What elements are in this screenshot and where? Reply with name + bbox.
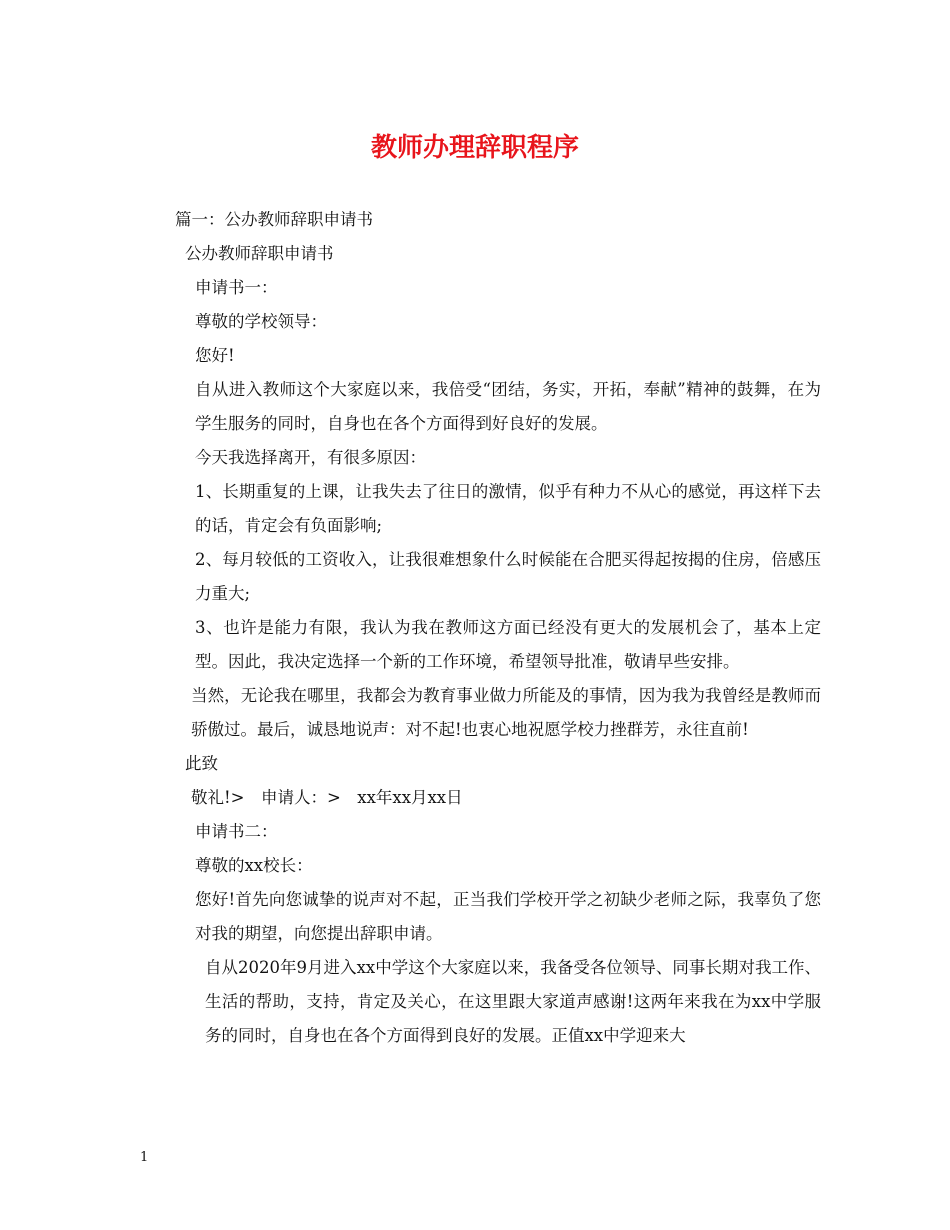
closing: 此致 [185, 754, 218, 773]
list-item: 3、也许是能力有限，我认为我在教师这方面已经没有更大的发展机会了，基本上定型。因此，我决定选择一个新的工作环境，希望领导批准，敬请早些安排。 [195, 618, 821, 671]
paragraph: 今天我选择离开，有很多原因： [195, 448, 426, 467]
signature-line: 敬礼!> 申请人：> xx年xx月xx日 [191, 788, 463, 807]
paragraph: 自从进入教师这个大家庭以来，我倍受“团结，务实，开拓，奉献”精神的鼓舞，在为学生服务的同时，自身也在各个方面得到好良好的发展。 [195, 380, 821, 433]
salutation: 尊敬的学校领导： [195, 312, 327, 331]
section-heading: 篇一：公办教师辞职申请书 [175, 210, 373, 229]
salutation: 尊敬的xx校长： [195, 856, 313, 875]
document-title: 教师办理辞职程序 [370, 133, 579, 163]
paragraph: 自从2020年9月进入xx中学这个大家庭以来，我备受各位领导、同事长期对我工作、生活的帮助，支持，肯定及关心，在这里跟大家道声感谢!这两年来我在为xx中学服务的同时，自身也在各个方面得到良好的发展。正值xx中学迎来大 [205, 958, 821, 1045]
greeting: 您好! [195, 346, 235, 365]
document-body [139, 203, 821, 1053]
letter-label: 申请书二： [195, 822, 278, 841]
paragraph: 您好!首先向您诚挚的说声对不起，正当我们学校开学之初缺少老师之际，我辜负了您对我的期望，向您提出辞职申请。 [195, 890, 821, 943]
letter-label: 申请书一： [195, 278, 278, 297]
list-item: 2、每月较低的工资收入，让我很难想象什么时候能在合肥买得起按揭的住房，倍感压力重大; [195, 550, 821, 603]
paragraph: 当然，无论我在哪里，我都会为教育事业做力所能及的事情，因为我为我曾经是教师而骄傲过。最后，诚恳地说声：对不起!也衷心地祝愿学校力挫群芳，永往直前! [191, 686, 821, 739]
page-number: 1 [140, 1150, 149, 1165]
subheading: 公办教师辞职申请书 [185, 244, 334, 263]
list-item: 1、长期重复的上课，让我失去了往日的激情，似乎有种力不从心的感觉，再这样下去的话，肯定会有负面影响; [195, 482, 821, 535]
